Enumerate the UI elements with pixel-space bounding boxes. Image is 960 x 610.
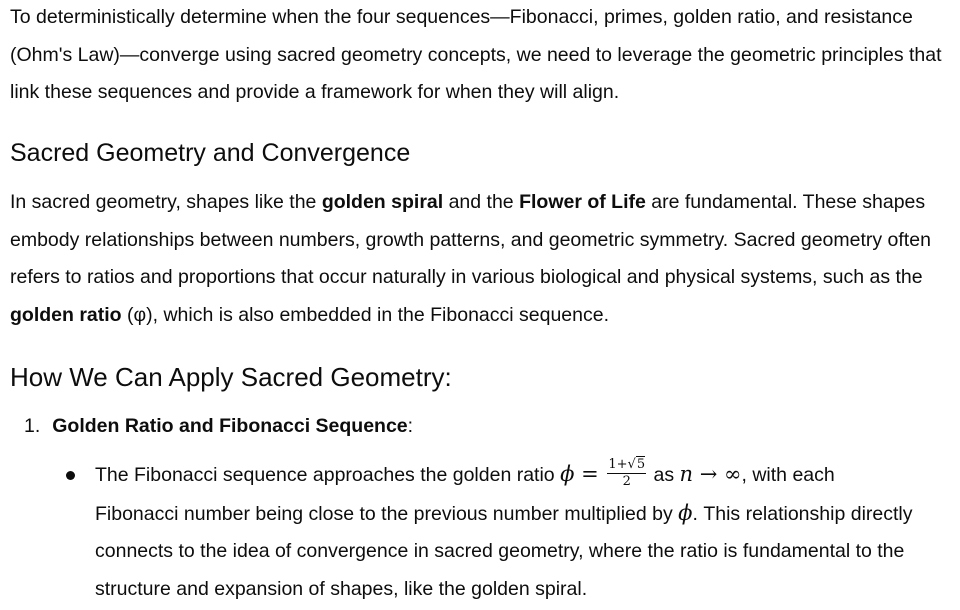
math-equals: =: [574, 462, 606, 486]
list-item-title-suffix: :: [407, 415, 414, 437]
sqrt-radicand: 5: [636, 457, 646, 473]
fraction-denominator: 2: [622, 474, 631, 490]
text-run: , with each Fibonacci number being close to the previous number multiplied by: [95, 464, 835, 525]
bullet-dot-icon: [66, 471, 75, 480]
text-run: as: [648, 464, 680, 486]
bullet-text: [95, 456, 922, 608]
list-item-title: Golden Ratio and Fibonacci Sequence: [52, 415, 408, 437]
ordered-list-item: [24, 408, 413, 446]
sacred-geometry-paragraph: [10, 184, 945, 334]
text-run: The Fibonacci sequence approaches the golden ratio: [95, 464, 561, 486]
bullet-item: [62, 456, 922, 608]
math-n: n: [679, 462, 694, 486]
math-arrow-infinity: → ∞: [693, 462, 742, 486]
list-number: 1.: [24, 415, 41, 437]
section-heading-sacred-geometry: Sacred Geometry and Convergence: [10, 139, 411, 167]
math-phi: ϕ: [678, 500, 693, 525]
bold-golden-ratio: golden ratio: [10, 303, 122, 326]
numerator-prefix: 1+: [608, 457, 628, 473]
text-run: In sacred geometry, shapes like the: [10, 191, 322, 213]
text-run: are fundamental. These shapes embody relationships between numbers, growth patterns, and geometric symmetry. Sacred geometry often refers to ratios and proportions that occur naturally in various biological and physical systems, such as the: [10, 191, 931, 288]
intro-paragraph: To deterministically determine when the four sequences—Fibonacci, primes, golden ratio, and resistance (Ohm's Law)—converge using sacred geometry concepts, we need to leverage the geometric principles that link these sequences and provide a framework for when they will align.: [10, 6, 942, 103]
text-run: and the: [443, 191, 520, 213]
section-heading-apply: How We Can Apply Sacred Geometry:: [10, 362, 452, 392]
math-fraction: [607, 458, 646, 489]
math-phi: ϕ: [560, 462, 575, 486]
bold-flower-of-life: Flower of Life: [519, 191, 646, 213]
text-run: (φ), which is also embedded in the Fibonacci sequence.: [121, 303, 609, 326]
fraction-numerator: 1+√5: [608, 457, 646, 473]
text-run: . This relationship directly connects to the idea of convergence in sacred geometry, where the ratio is fundamental to the structure and expansion of shapes, like the golden spiral.: [95, 502, 913, 600]
bold-golden-spiral: golden spiral: [321, 191, 444, 213]
